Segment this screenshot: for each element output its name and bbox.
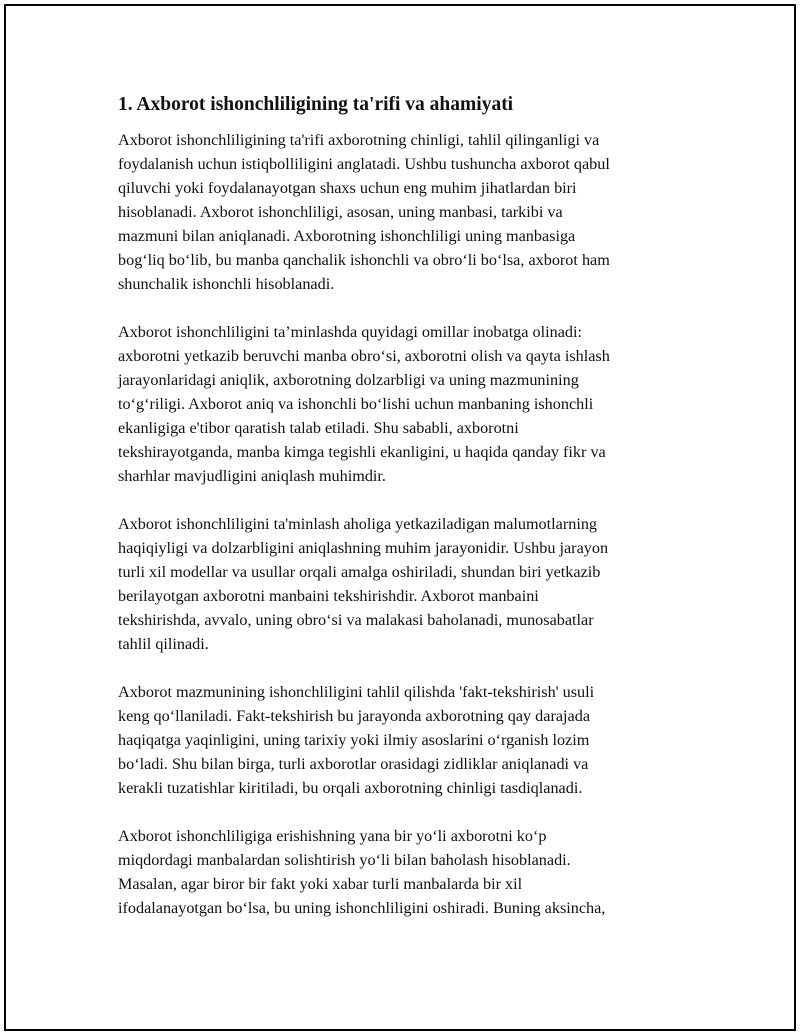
- section-heading: 1. Axborot ishonchliligining ta'rifi va ahamiyati: [118, 94, 514, 115]
- paragraph-line: Axborot ishonchliligining ta'rifi axborotning chinligi, tahlil qilinganligi va: [118, 131, 600, 149]
- paragraph-line: kerakli tuzatishlar kiritiladi, bu orqali axborotning chinligi tasdiqlanadi.: [118, 779, 583, 797]
- paragraph-line: tahlil qilinadi.: [118, 635, 209, 653]
- paragraph-line: Axborot ishonchliligini ta’minlashda quyidagi omillar inobatga olinadi:: [118, 323, 582, 341]
- paragraph-line: shunchalik ishonchli hisoblanadi.: [118, 275, 335, 293]
- paragraph-line: ekanligiga e'tibor qaratish talab etiladi. Shu sababli, axborotni: [118, 419, 519, 437]
- paragraph-line: Masalan, agar biror bir fakt yoki xabar turli manbalarda bir xil: [118, 875, 523, 893]
- paragraph-line: mazmuni bilan aniqlanadi. Axborotning ishonchliligi uning manbasiga: [118, 227, 576, 245]
- paragraph-line: qiluvchi yoki foydalanayotgan shaxs uchun eng muhim jihatlardan biri: [118, 179, 577, 197]
- paragraph-line: jarayonlaridagi aniqlik, axborotning dolzarbligi va uning mazmunining: [118, 371, 579, 389]
- paragraph-line: Axborot ishonchliligiga erishishning yana bir yo‘li axborotni ko‘p: [118, 827, 547, 845]
- paragraph-line: haqiqatga yaqinligini, uning tarixiy yoki ilmiy asoslarini o‘rganish lozim: [118, 731, 590, 749]
- paragraph-line: Axborot mazmunining ishonchliligini tahlil qilishda 'fakt-tekshirish' usuli: [118, 683, 595, 701]
- paragraph-line: keng qo‘llaniladi. Fakt-tekshirish bu jarayonda axborotning qay darajada: [118, 707, 590, 725]
- paragraph-line: miqdordagi manbalardan solishtirish yo‘li bilan baholash hisoblanadi.: [118, 851, 571, 869]
- paragraph-line: axborotni yetkazib beruvchi manba obro‘si, axborotni olish va qayta ishlash: [118, 347, 610, 365]
- paragraph-line: sharhlar mavjudligini aniqlash muhimdir.: [118, 467, 386, 485]
- document-body: [118, 92, 678, 944]
- paragraph-line: berilayotgan axborotni manbaini tekshirishdir. Axborot manbaini: [118, 587, 539, 605]
- paragraph-line: bog‘liq bo‘lib, bu manba qanchalik ishonchli va obro‘li bo‘lsa, axborot ham: [118, 251, 610, 269]
- paragraph-line: tekshirishda, avvalo, uning obro‘si va malakasi baholanadi, munosabatlar: [118, 611, 594, 629]
- paragraph-line: ifodalanayotgan bo‘lsa, bu uning ishonchliligini oshiradi. Buning aksincha,: [118, 899, 606, 917]
- paragraph-2: [118, 320, 678, 488]
- paragraph-4: [118, 680, 678, 800]
- paragraph-line: Axborot ishonchliligini ta'minlash aholiga yetkaziladigan malumotlarning: [118, 515, 598, 533]
- paragraph-line: turli xil modellar va usullar orqali amalga oshiriladi, shundan biri yetkazib: [118, 563, 601, 581]
- paragraph-1: [118, 128, 678, 296]
- paragraph-line: tekshirayotganda, manba kimga tegishli ekanligini, u haqida qanday fikr va: [118, 443, 606, 461]
- paragraph-3: [118, 512, 678, 656]
- paragraph-line: to‘g‘riligi. Axborot aniq va ishonchli bo‘lishi uchun manbaning ishonchli: [118, 395, 594, 413]
- paragraph-line: hisoblanadi. Axborot ishonchliligi, asosan, uning manbasi, tarkibi va: [118, 203, 563, 221]
- paragraph-line: foydalanish uchun istiqbolliligini anglatadi. Ushbu tushuncha axborot qabul: [118, 155, 610, 173]
- paragraph-5: [118, 824, 678, 920]
- paragraph-line: haqiqiyligi va dolzarbligini aniqlashning muhim jarayonidir. Ushbu jarayon: [118, 539, 609, 557]
- paragraph-line: bo‘ladi. Shu bilan birga, turli axborotlar orasidagi zidliklar aniqlanadi va: [118, 755, 589, 773]
